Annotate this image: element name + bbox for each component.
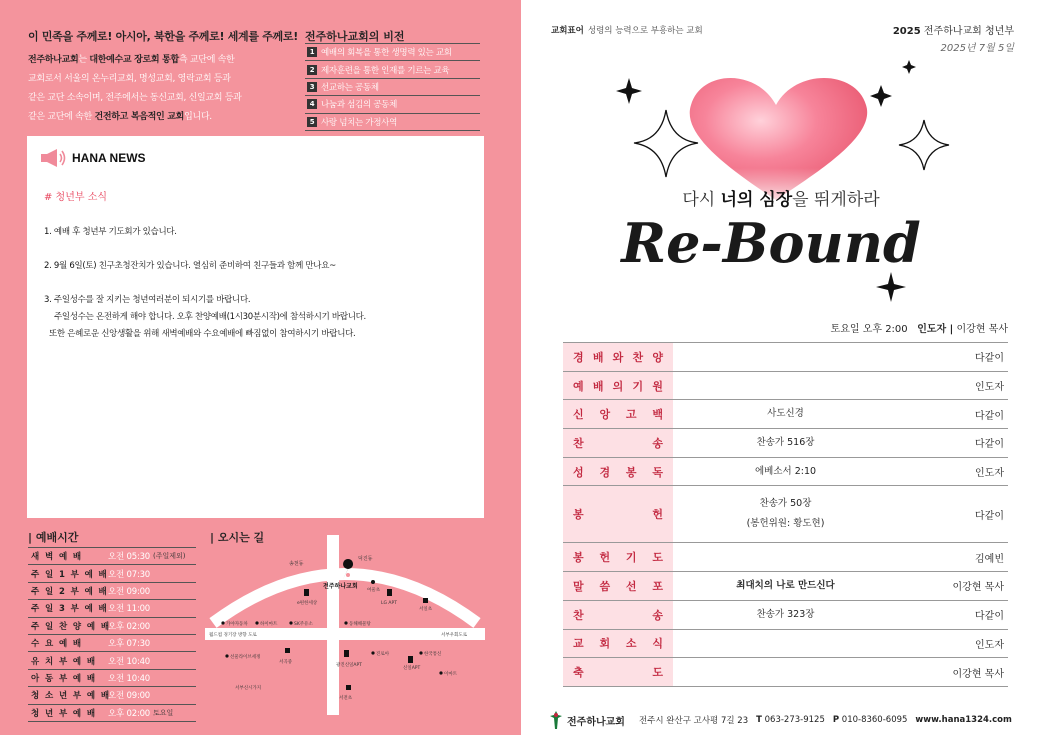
order-label: 봉 헌 (563, 486, 673, 542)
svg-text:덕진동: 덕진동 (358, 556, 373, 562)
worship-row: 청 년 부 예 배 오후 02:00 토요일 (28, 705, 196, 722)
order-person: 이강현 목사 (952, 582, 1004, 594)
vision-item: 1 예배의 회복을 통한 생명력 있는 교회 (305, 44, 480, 61)
order-content: 찬송가 516장 (756, 436, 815, 448)
footer-church-name: 전주하나교회 (567, 716, 625, 728)
order-person: 인도자 (975, 639, 1004, 651)
publication-info: 2025 전주하나교회 청년부 2025년 7월 5일 (892, 26, 1014, 54)
news-box (27, 136, 484, 518)
church-logo-icon (549, 711, 563, 729)
rebound-banner (581, 50, 981, 310)
svg-text:LG APT: LG APT (381, 601, 397, 606)
svg-text:서전초: 서전초 (339, 696, 353, 701)
svg-text:광진신일APT: 광진신일APT (336, 663, 362, 668)
order-label: 찬 송 (563, 601, 673, 629)
order-person: 다같이 (975, 510, 1004, 522)
svg-text:e편한세상: e편한세상 (297, 601, 318, 606)
news-header (40, 149, 146, 167)
order-label: 축 도 (563, 658, 673, 686)
order-person: 다같이 (975, 353, 1004, 365)
megaphone-icon (40, 149, 66, 167)
order-person: 이강현 목사 (952, 668, 1004, 680)
order-person: 다같이 (975, 439, 1004, 451)
bulletin-date: 2025년 7월 5일 (940, 43, 1014, 54)
mission-title: 이 민족을 주께로! 아시아, 북한을 주께로! 세계를 주께로! (28, 30, 298, 43)
footer: 전주하나교회 전주시 완산구 고사평 7길 23 T 063-273-9125 P 010-8360-6095 www.hana1324.com (549, 711, 1012, 729)
svg-text:진로아: 진로아 (376, 652, 390, 657)
vision-item: 2 제자훈련을 통한 인재를 기르는 교육 (305, 61, 480, 78)
order-row (563, 429, 1008, 458)
worship-table (28, 547, 196, 722)
footer-address: 전주시 완산구 고사평 7길 23 (638, 716, 749, 726)
order-person: 다같이 (975, 611, 1004, 623)
vision-title: 전주하나교회의 비전 (305, 30, 405, 43)
order-content: 찬송가 323장 (756, 608, 815, 620)
svg-text:서곡중: 서곡중 (279, 660, 293, 665)
vision-item: 3 선교하는 공동체 (305, 79, 480, 96)
news-title: HANA NEWS (72, 151, 146, 165)
order-person: 다같이 (975, 410, 1004, 422)
worship-row: 청 소 년 부 예 배 오전 09:00 (28, 687, 196, 704)
svg-text:월드컵 경기장 방향 도로: 월드컵 경기장 방향 도로 (209, 633, 257, 638)
map-title: | 오시는 길 (210, 531, 265, 544)
order-content: 찬송가 50장 (봉헌위원: 황도현) (746, 498, 825, 530)
sparkle-icon (634, 110, 698, 177)
svg-text:동해해물탕: 동해해물탕 (349, 622, 371, 627)
svg-text:하이마트: 하이마트 (260, 622, 278, 627)
order-person: 인도자 (975, 468, 1004, 480)
worship-title: | 예배시간 (28, 531, 79, 544)
sparkle-icon (870, 85, 892, 107)
svg-text:신일APT: 신일APT (403, 666, 421, 671)
svg-text:서부우회도로: 서부우회도로 (441, 633, 468, 638)
vision-list (305, 43, 480, 131)
service-info: 토요일 오후 2:00 인도자 | 이강현 목사 (830, 324, 1008, 335)
order-person: 김예빈 (975, 553, 1004, 565)
svg-text:Re-Bound: Re-Bound (621, 211, 921, 275)
worship-row: 주 일 1 부 예 배 오전 07:30 (28, 565, 196, 582)
worship-row: 주 일 2 부 예 배 오전 09:00 (28, 583, 196, 600)
worship-row: 주 일 3 부 예 배 오전 11:00 (28, 600, 196, 617)
news-item: 또한 은혜로운 신앙생활을 위해 새벽예배와 수요예배에 빠짐없이 참여하시기 바랍니다. (49, 329, 356, 339)
order-row (563, 458, 1008, 487)
order-row (563, 630, 1008, 659)
order-row (563, 486, 1008, 543)
sparkle-icon (616, 78, 642, 104)
order-content: 에베소서 2:10 (754, 465, 817, 477)
svg-text:서부신시가지: 서부신시가지 (235, 686, 262, 691)
worship-row: 수 요 예 배 오후 07:30 (28, 635, 196, 652)
worship-row: 새 벽 예 배 오전 05:30 (주일제외) (28, 548, 196, 565)
worship-order-table (563, 342, 1008, 687)
footer-website[interactable]: www.hana1324.com (915, 715, 1012, 725)
order-row (563, 372, 1008, 401)
svg-text:가야자동차: 가야자동차 (226, 622, 248, 627)
svg-text:송천동: 송천동 (289, 561, 304, 567)
order-label: 교 회 소 식 (563, 630, 673, 658)
order-row (563, 543, 1008, 572)
location-map (205, 535, 485, 715)
news-item: 2. 9월 6일(토) 친구초청잔치가 있습니다. 열심히 준비하여 친구들과 함께 만나요~ (44, 261, 336, 271)
svg-text:SK주유소: SK주유소 (294, 622, 313, 627)
order-label: 성 경 봉 독 (563, 458, 673, 486)
order-label: 말 씀 선 포 (563, 572, 673, 600)
order-row (563, 343, 1008, 372)
worship-row: 아 동 부 예 배 오전 10:40 (28, 670, 196, 687)
order-label: 경 배 와 찬 양 (563, 343, 673, 371)
order-person: 인도자 (975, 382, 1004, 394)
sparkle-icon (899, 120, 949, 170)
svg-text:전주하나교회: 전주하나교회 (323, 583, 358, 590)
order-content: 최대치의 나로 만드신다 (736, 579, 835, 591)
footer-tel: 063-273-9125 (764, 715, 825, 725)
news-item: 주일성수는 온전하게 해야 합니다. 오후 찬양예배(1시30분시작)에 참석하시기 바랍니다. (54, 312, 366, 322)
vision-item: 4 나눔과 섬김의 공동체 (305, 96, 480, 113)
order-label: 찬 송 (563, 429, 673, 457)
svg-text:서일초: 서일초 (419, 607, 433, 612)
svg-text:한국통신: 한국통신 (424, 652, 442, 657)
footer-phone: 010-8360-6095 (841, 715, 908, 725)
church-intro: 전주하나교회는 대한예수교 장로회 통합측 교단에 속한 교회로서 서울의 온누리교회, 명성교회, 영락교회 등과 같은 교단 소속이며, 전주에서는 동신교회, 신일교회 등과 같은 교단에 속한 건전하고 복음적인 교회입니다. (28, 55, 242, 122)
order-label: 봉 헌 기 도 (563, 543, 673, 571)
news-item: 1. 예배 후 청년부 기도회가 있습니다. (44, 227, 177, 237)
svg-text:선물라이브세정: 선물라이브세정 (230, 655, 261, 660)
svg-text:여울초: 여울초 (367, 588, 381, 593)
order-label: 예 배 의 기 원 (563, 372, 673, 400)
news-body (44, 224, 474, 343)
vision-item: 5 사랑 넘치는 가정사역 (305, 114, 480, 131)
news-item: 3. 주일성수를 잘 지키는 청년여러분이 되시기를 바랍니다. (44, 295, 251, 305)
sparkle-icon (876, 272, 906, 302)
svg-text:이마트: 이마트 (444, 672, 458, 677)
order-content: 사도신경 (767, 408, 804, 420)
worship-row: 유 치 부 예 배 오전 10:40 (28, 652, 196, 669)
order-row (563, 400, 1008, 429)
church-motto: 교회표어 성령의 능력으로 부흥하는 교회 (551, 26, 703, 36)
sparkle-icon (902, 60, 916, 74)
order-row (563, 658, 1008, 687)
right-panel (521, 0, 1040, 735)
worship-row: 주 일 찬 양 예 배 오후 02:00 (28, 618, 196, 635)
news-subtitle: # 청년부 소식 (44, 192, 108, 203)
order-row (563, 601, 1008, 630)
svg-text:다시 너의 심장을 뛰게하라: 다시 너의 심장을 뛰게하라 (682, 190, 880, 210)
order-row (563, 572, 1008, 601)
order-label: 신 앙 고 백 (563, 400, 673, 428)
